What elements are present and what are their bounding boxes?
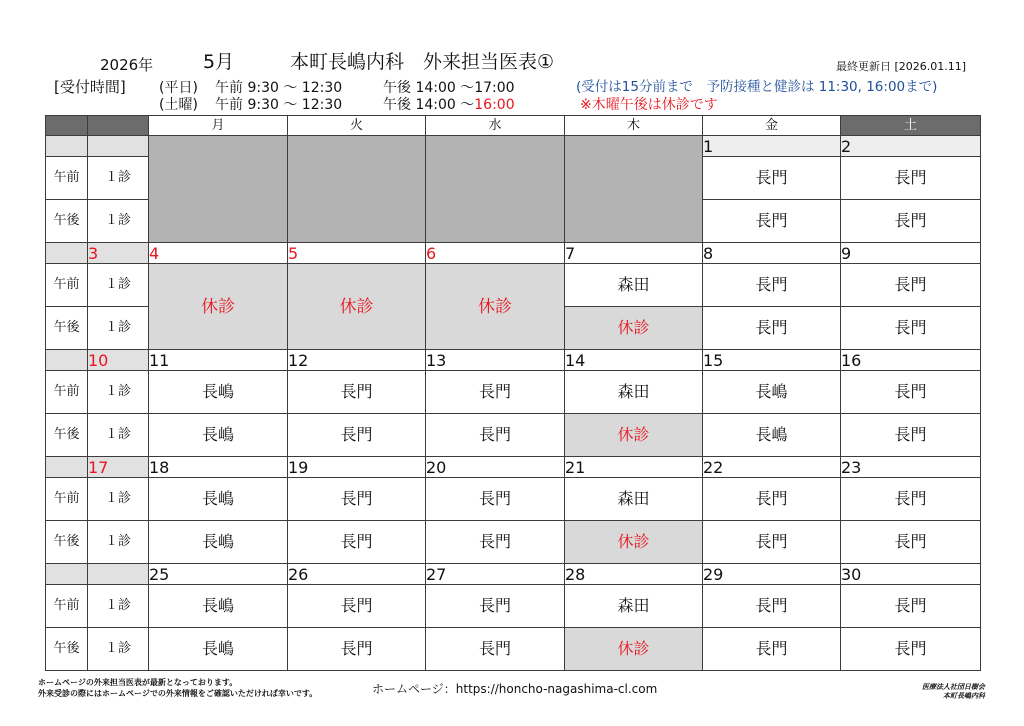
doctor-cell-thu-am: 森田 bbox=[565, 371, 703, 414]
no-clinic-block-mon bbox=[149, 136, 288, 243]
sunday-date: 10 bbox=[88, 350, 149, 371]
week-am-row bbox=[46, 264, 981, 307]
doctor-cell-fri-pm: 長嶋 bbox=[703, 414, 841, 457]
weekday-am-hours: 午前 9:30 ～ 12:30 bbox=[215, 80, 343, 96]
week-date-row bbox=[46, 136, 981, 157]
footer-notice-line: ホームページの外来担当医表が最新となっております。 bbox=[38, 678, 238, 687]
doctor-cell-tue-pm: 長門 bbox=[288, 521, 426, 564]
doctor-cell-mon-pm: 長嶋 bbox=[149, 628, 288, 671]
date-thu: 28 bbox=[565, 564, 703, 585]
holiday-closed-tue: 休診 bbox=[288, 264, 426, 350]
doctor-cell-fri-am: 長嶋 bbox=[703, 371, 841, 414]
room-label: １診 bbox=[88, 264, 149, 307]
pm-label: 午後 bbox=[46, 414, 88, 457]
date-fri: 15 bbox=[703, 350, 841, 371]
saturday-pm-end: 16:00 bbox=[474, 97, 515, 113]
am-label: 午前 bbox=[46, 585, 88, 628]
doctor-cell-sat-am: 長門 bbox=[841, 478, 981, 521]
weekday-header-row bbox=[46, 116, 981, 136]
doctor-cell-fri-am: 長門 bbox=[703, 585, 841, 628]
holiday-closed-mon: 休診 bbox=[149, 264, 288, 350]
doctor-cell-mon-am: 長嶋 bbox=[149, 585, 288, 628]
doctor-cell-fri-am: 長門 bbox=[703, 478, 841, 521]
doctor-cell-mon-am: 長嶋 bbox=[149, 371, 288, 414]
date-fri: 1 bbox=[703, 136, 841, 157]
doctor-cell-thu-am: 森田 bbox=[565, 478, 703, 521]
doctor-cell-fri-am: 長門 bbox=[703, 157, 841, 200]
organization-name: 医療法人社団日樹会 bbox=[922, 683, 985, 691]
pm-label: 午後 bbox=[46, 307, 88, 350]
pm-label: 午後 bbox=[46, 521, 88, 564]
date-thu: 21 bbox=[565, 457, 703, 478]
date-wed: 20 bbox=[426, 457, 565, 478]
weekday-header-fri: 金 bbox=[703, 116, 841, 136]
week-date-row bbox=[46, 243, 981, 264]
doctor-cell-mon-pm: 長嶋 bbox=[149, 414, 288, 457]
schedule-body bbox=[46, 136, 981, 671]
schedule-month: 5月 bbox=[203, 51, 235, 73]
room-label: １診 bbox=[88, 371, 149, 414]
am-label: 午前 bbox=[46, 478, 88, 521]
date-sat: 16 bbox=[841, 350, 981, 371]
date-thu: 14 bbox=[565, 350, 703, 371]
doctor-cell-fri-pm: 長門 bbox=[703, 628, 841, 671]
date-sat: 30 bbox=[841, 564, 981, 585]
date-fri: 8 bbox=[703, 243, 841, 264]
closed-cell-thu-pm: 休診 bbox=[565, 628, 703, 671]
am-label: 午前 bbox=[46, 157, 88, 200]
doctor-cell-sat-am: 長門 bbox=[841, 371, 981, 414]
homepage-url: ホームページ：https://honcho-nagashima-cl.com bbox=[372, 682, 658, 696]
doctor-cell-wed-am: 長門 bbox=[426, 371, 565, 414]
doctor-cell-sat-pm: 長門 bbox=[841, 200, 981, 243]
date-mon: 18 bbox=[149, 457, 288, 478]
doctor-cell-sat-am: 長門 bbox=[841, 585, 981, 628]
closed-cell-thu-pm: 休診 bbox=[565, 414, 703, 457]
weekday-header-wed: 水 bbox=[426, 116, 565, 136]
room-label: １診 bbox=[88, 628, 149, 671]
date-row-label-spacer bbox=[46, 243, 88, 264]
sunday-date: 17 bbox=[88, 457, 149, 478]
date-row-label-spacer bbox=[46, 564, 88, 585]
reception-note: (受付は15分前まで 予防接種と健診は 11:30, 16:00まで) bbox=[576, 79, 938, 95]
week-am-row bbox=[46, 371, 981, 414]
doctor-cell-wed-am: 長門 bbox=[426, 585, 565, 628]
room-label: １診 bbox=[88, 157, 149, 200]
doctor-cell-fri-am: 長門 bbox=[703, 264, 841, 307]
doctor-cell-sat-pm: 長門 bbox=[841, 414, 981, 457]
room-label: １診 bbox=[88, 585, 149, 628]
doctor-cell-mon-pm: 長嶋 bbox=[149, 521, 288, 564]
saturday-pm-start: 午後 14:00 ～ bbox=[383, 97, 475, 113]
date-tue: 26 bbox=[288, 564, 426, 585]
header-corner-room bbox=[88, 116, 149, 136]
doctor-cell-sat-pm: 長門 bbox=[841, 307, 981, 350]
am-label: 午前 bbox=[46, 264, 88, 307]
thursday-closed-note: ※木曜午後は休診です bbox=[580, 97, 718, 113]
doctor-cell-wed-pm: 長門 bbox=[426, 628, 565, 671]
am-label: 午前 bbox=[46, 371, 88, 414]
doctor-cell-sat-pm: 長門 bbox=[841, 521, 981, 564]
date-row-label-spacer bbox=[46, 136, 88, 157]
date-mon: 4 bbox=[149, 243, 288, 264]
date-wed: 6 bbox=[426, 243, 565, 264]
date-fri: 29 bbox=[703, 564, 841, 585]
date-tue: 5 bbox=[288, 243, 426, 264]
saturday-pm-hours bbox=[383, 98, 515, 112]
weekday-header-tue: 火 bbox=[288, 116, 426, 136]
saturday-am-hours: 午前 9:30 ～ 12:30 bbox=[215, 97, 343, 113]
week-date-row bbox=[46, 350, 981, 371]
doctor-cell-sat-am: 長門 bbox=[841, 157, 981, 200]
doctor-cell-sat-am: 長門 bbox=[841, 264, 981, 307]
date-sat: 23 bbox=[841, 457, 981, 478]
week-date-row bbox=[46, 564, 981, 585]
doctor-cell-mon-am: 長嶋 bbox=[149, 478, 288, 521]
week-pm-row bbox=[46, 521, 981, 564]
header-corner-slot bbox=[46, 116, 88, 136]
weekday-header-sat: 土 bbox=[841, 116, 981, 136]
holiday-closed-wed: 休診 bbox=[426, 264, 565, 350]
weekday-header-thu: 木 bbox=[565, 116, 703, 136]
weekday-hours-label: (平日) bbox=[159, 80, 198, 96]
doctor-cell-fri-pm: 長門 bbox=[703, 200, 841, 243]
saturday-hours-label: (土曜) bbox=[159, 97, 198, 113]
no-clinic-block-tue bbox=[288, 136, 426, 243]
date-wed: 27 bbox=[426, 564, 565, 585]
footer-notice-line: 外来受診の際にはホームページでの外来情報をご確認いただければ幸いです。 bbox=[38, 689, 318, 698]
week-am-row bbox=[46, 585, 981, 628]
room-label: １診 bbox=[88, 478, 149, 521]
sunday-date bbox=[88, 564, 149, 585]
doctor-cell-wed-am: 長門 bbox=[426, 478, 565, 521]
sunday-date: 3 bbox=[88, 243, 149, 264]
doctor-cell-wed-pm: 長門 bbox=[426, 414, 565, 457]
no-clinic-block-thu bbox=[565, 136, 703, 243]
doctor-cell-thu-am: 森田 bbox=[565, 264, 703, 307]
sunday-date bbox=[88, 136, 149, 157]
pm-label: 午後 bbox=[46, 200, 88, 243]
date-wed: 13 bbox=[426, 350, 565, 371]
date-sat: 9 bbox=[841, 243, 981, 264]
room-label: １診 bbox=[88, 414, 149, 457]
date-row-label-spacer bbox=[46, 457, 88, 478]
room-label: １診 bbox=[88, 521, 149, 564]
pm-label: 午後 bbox=[46, 628, 88, 671]
week-pm-row bbox=[46, 628, 981, 671]
clinic-name: 本町長嶋内科 bbox=[943, 692, 985, 700]
schedule-year: 2026年 bbox=[100, 56, 154, 74]
closed-cell-thu-pm: 休診 bbox=[565, 521, 703, 564]
doctor-cell-fri-pm: 長門 bbox=[703, 307, 841, 350]
date-tue: 12 bbox=[288, 350, 426, 371]
date-mon: 25 bbox=[149, 564, 288, 585]
doctor-cell-tue-am: 長門 bbox=[288, 371, 426, 414]
doctor-cell-wed-pm: 長門 bbox=[426, 521, 565, 564]
doctor-cell-tue-am: 長門 bbox=[288, 585, 426, 628]
date-tue: 19 bbox=[288, 457, 426, 478]
date-mon: 11 bbox=[149, 350, 288, 371]
week-pm-row bbox=[46, 414, 981, 457]
weekday-pm-hours: 午後 14:00 ～17:00 bbox=[383, 80, 515, 96]
doctor-cell-fri-pm: 長門 bbox=[703, 521, 841, 564]
date-fri: 22 bbox=[703, 457, 841, 478]
date-thu: 7 bbox=[565, 243, 703, 264]
weekday-header-mon: 月 bbox=[149, 116, 288, 136]
doctor-cell-tue-pm: 長門 bbox=[288, 628, 426, 671]
last-updated-date: 最終更新日 [2026.01.11] bbox=[836, 60, 967, 73]
reception-hours-label: [受付時間] bbox=[54, 78, 126, 96]
page-title: 本町長嶋内科 外来担当医表① bbox=[290, 51, 555, 73]
schedule-table bbox=[45, 115, 981, 671]
doctor-cell-tue-am: 長門 bbox=[288, 478, 426, 521]
doctor-cell-tue-pm: 長門 bbox=[288, 414, 426, 457]
date-row-label-spacer bbox=[46, 350, 88, 371]
closed-cell-thu-pm: 休診 bbox=[565, 307, 703, 350]
room-label: １診 bbox=[88, 307, 149, 350]
week-date-row bbox=[46, 457, 981, 478]
doctor-cell-sat-pm: 長門 bbox=[841, 628, 981, 671]
date-sat: 2 bbox=[841, 136, 981, 157]
room-label: １診 bbox=[88, 200, 149, 243]
week-am-row bbox=[46, 478, 981, 521]
no-clinic-block-wed bbox=[426, 136, 565, 243]
doctor-cell-thu-am: 森田 bbox=[565, 585, 703, 628]
